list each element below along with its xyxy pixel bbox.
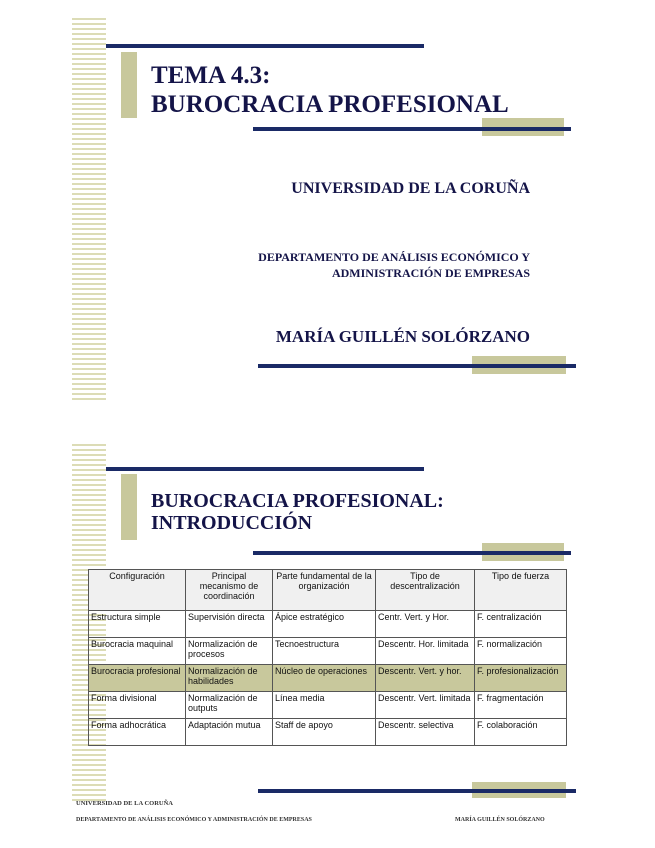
- footer-author: MARÍA GUILLÉN SOLÓRZANO: [455, 817, 545, 823]
- table-cell: Normalización de outputs: [186, 692, 273, 719]
- slide1-stripe-bar: [72, 18, 106, 403]
- footer-university: UNIVERSIDAD DE LA CORUÑA: [76, 800, 173, 807]
- table-row: [89, 638, 567, 665]
- table-cell: Descentr. Vert. y hor.: [376, 665, 475, 692]
- slide1-title: [151, 61, 571, 119]
- slide2-top-rule: [106, 467, 424, 471]
- table-cell: Forma divisional: [89, 692, 186, 719]
- slide2-bottom-rule: [258, 789, 576, 793]
- table-row: [89, 611, 567, 638]
- table-cell: Normalización de habilidades: [186, 665, 273, 692]
- slide1-bottom-rule: [258, 364, 576, 368]
- table-cell: Normalización de procesos: [186, 638, 273, 665]
- table-cell: Burocracia maquinal: [89, 638, 186, 665]
- table-header-row: [89, 570, 567, 611]
- table-cell: Núcleo de operaciones: [273, 665, 376, 692]
- table-cell: F. normalización: [475, 638, 567, 665]
- table-cell: Estructura simple: [89, 611, 186, 638]
- table-cell: F. fragmentación: [475, 692, 567, 719]
- table-cell: Adaptación mutua: [186, 719, 273, 746]
- table-cell: Ápice estratégico: [273, 611, 376, 638]
- slide1-author: MARÍA GUILLÉN SOLÓRZANO: [275, 327, 530, 346]
- slide2-title-accent: [121, 474, 137, 540]
- slide1-title-line1: TEMA 4.3:: [151, 62, 271, 89]
- header-parte: Parte fundamental de la organización: [273, 570, 376, 611]
- slide2-title-line2: INTRODUCCIÓN: [151, 512, 313, 534]
- slide1-university: UNIVERSIDAD DE LA CORUÑA: [291, 180, 530, 197]
- table-row: [89, 692, 567, 719]
- table-cell: Descentr. Vert. limitada: [376, 692, 475, 719]
- table-cell: Descentr. selectiva: [376, 719, 475, 746]
- slide1-top-rule: [106, 44, 424, 48]
- slide2-mid-rule: [253, 551, 571, 555]
- table-cell: Supervisión directa: [186, 611, 273, 638]
- table-cell: Centr. Vert. y Hor.: [376, 611, 475, 638]
- table-cell: Tecnoestructura: [273, 638, 376, 665]
- table-cell: Línea media: [273, 692, 376, 719]
- table-row: [89, 719, 567, 746]
- table-cell: F. colaboración: [475, 719, 567, 746]
- table-cell: Burocracia profesional: [89, 665, 186, 692]
- slide2-title: [151, 490, 571, 534]
- slide1-mid-rule: [253, 127, 571, 131]
- table-cell: Staff de apoyo: [273, 719, 376, 746]
- slide1-title-line2: BUROCRACIA PROFESIONAL: [151, 91, 509, 118]
- slide1-department-line1: DEPARTAMENTO DE ANÁLISIS ECONÓMICO Y: [258, 250, 530, 264]
- table-cell: Forma adhocrática: [89, 719, 186, 746]
- header-descentralizacion: Tipo de descentralización: [376, 570, 475, 611]
- header-fuerza: Tipo de fuerza: [475, 570, 567, 611]
- table-cell: F. profesionalización: [475, 665, 567, 692]
- footer-department: DEPARTAMENTO DE ANÁLISIS ECONÓMICO Y ADMINISTRACIÓN DE EMPRESAS: [76, 817, 312, 823]
- slide2-title-line1: BUROCRACIA PROFESIONAL:: [151, 490, 444, 512]
- configuration-table: [88, 569, 567, 746]
- slide1-department-line2: ADMINISTRACIÓN DE EMPRESAS: [331, 266, 530, 280]
- slide1-department: [150, 249, 530, 281]
- slide1-title-accent: [121, 52, 137, 118]
- table-row-highlighted: [89, 665, 567, 692]
- table-cell: F. centralización: [475, 611, 567, 638]
- table-cell: Descentr. Hor. limitada: [376, 638, 475, 665]
- header-configuracion: Configuración: [89, 570, 186, 611]
- header-mecanismo: Principal mecanismo de coordinación: [186, 570, 273, 611]
